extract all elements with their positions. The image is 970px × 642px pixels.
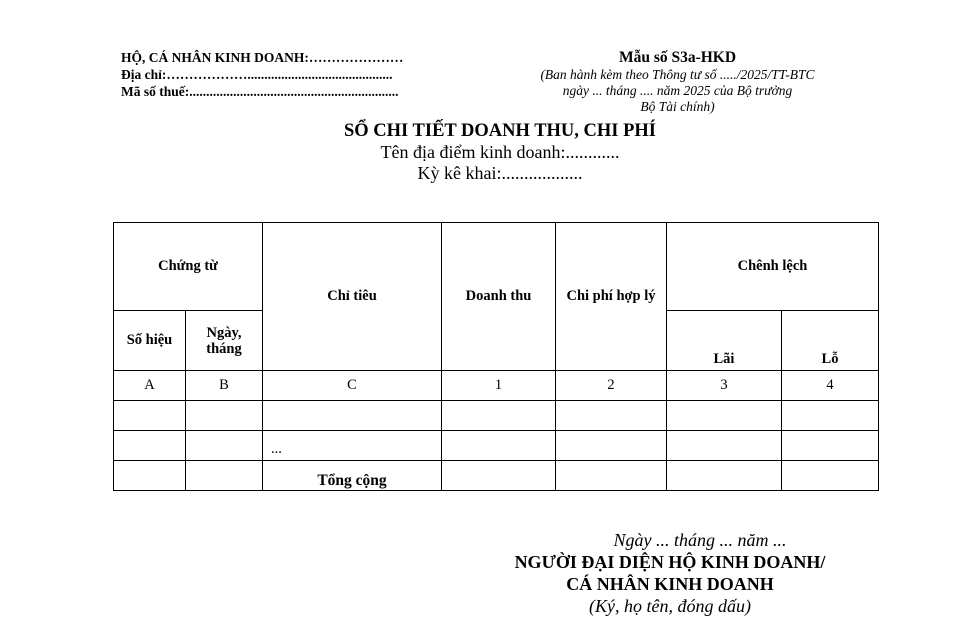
table-cell xyxy=(114,461,186,491)
form-reference xyxy=(505,49,850,115)
table-cell xyxy=(263,401,442,431)
signature-role-line-1: NGƯỜI ĐẠI DIỆN HỘ KINH DOANH/ xyxy=(514,552,826,572)
table-cell: ... xyxy=(263,431,442,461)
table-row xyxy=(114,431,879,461)
address-line: Địa chỉ:………………........................................... xyxy=(121,67,393,82)
table-cell xyxy=(186,401,263,431)
table-cell xyxy=(782,431,879,461)
table-row xyxy=(114,401,879,431)
title-block xyxy=(0,121,970,184)
table-cell xyxy=(782,461,879,491)
table-cell xyxy=(442,401,556,431)
table-cell xyxy=(114,401,186,431)
reporting-period-line: Kỳ kê khai:.................. xyxy=(417,163,583,183)
header-item: Chỉ tiêu xyxy=(263,223,442,371)
column-code: 1 xyxy=(442,371,556,401)
total-label: Tổng cộng xyxy=(263,461,442,491)
header-expense: Chi phí hợp lý xyxy=(556,223,667,371)
table-cell xyxy=(556,431,667,461)
header-difference: Chênh lệch xyxy=(667,223,879,311)
header-voucher: Chứng từ xyxy=(114,223,263,311)
header-voucher-number: Số hiệu xyxy=(114,311,186,371)
table-cell xyxy=(442,431,556,461)
total-row xyxy=(114,461,879,491)
business-name-line: HỘ, CÁ NHÂN KINH DOANH:………………… xyxy=(121,50,404,65)
form-code: Mẫu số S3a-HKD xyxy=(618,49,737,66)
column-code: B xyxy=(186,371,263,401)
column-code: C xyxy=(263,371,442,401)
column-code-row xyxy=(114,371,879,401)
table-cell xyxy=(556,401,667,431)
tax-code-line: Mã số thuế:.............................................................. xyxy=(121,84,399,99)
column-code: 4 xyxy=(782,371,879,401)
table-cell xyxy=(667,401,782,431)
table-cell xyxy=(556,461,667,491)
table-cell xyxy=(667,461,782,491)
table-cell xyxy=(114,431,186,461)
table-cell xyxy=(186,431,263,461)
header-profit: Lãi xyxy=(667,311,782,371)
document-title: SỔ CHI TIẾT DOANH THU, CHI PHÍ xyxy=(343,121,656,141)
table-cell xyxy=(667,431,782,461)
ledger-table xyxy=(113,222,879,491)
header-voucher-date: Ngày, tháng xyxy=(186,311,263,371)
table-cell xyxy=(186,461,263,491)
signature-note: (Ký, họ tên, đóng dấu) xyxy=(589,596,751,616)
table-cell xyxy=(442,461,556,491)
signature-date: Ngày ... tháng ... năm ... xyxy=(613,530,787,550)
issued-line-2: ngày ... tháng .... năm 2025 của Bộ trưởng xyxy=(562,83,793,98)
column-code: A xyxy=(114,371,186,401)
business-info xyxy=(121,49,403,100)
issued-line-3: Bộ Tài chính) xyxy=(640,99,715,114)
header-loss: Lỗ xyxy=(782,311,879,371)
business-location-line: Tên địa điểm kinh doanh:............ xyxy=(380,142,620,162)
column-code: 3 xyxy=(667,371,782,401)
table-cell xyxy=(782,401,879,431)
issued-line-1: (Ban hành kèm theo Thông tư số ...../2025/TT-BTC xyxy=(540,67,815,82)
column-code: 2 xyxy=(556,371,667,401)
signature-block xyxy=(480,529,860,617)
signature-role-line-2: CÁ NHÂN KINH DOANH xyxy=(566,574,774,594)
header-revenue: Doanh thu xyxy=(442,223,556,371)
